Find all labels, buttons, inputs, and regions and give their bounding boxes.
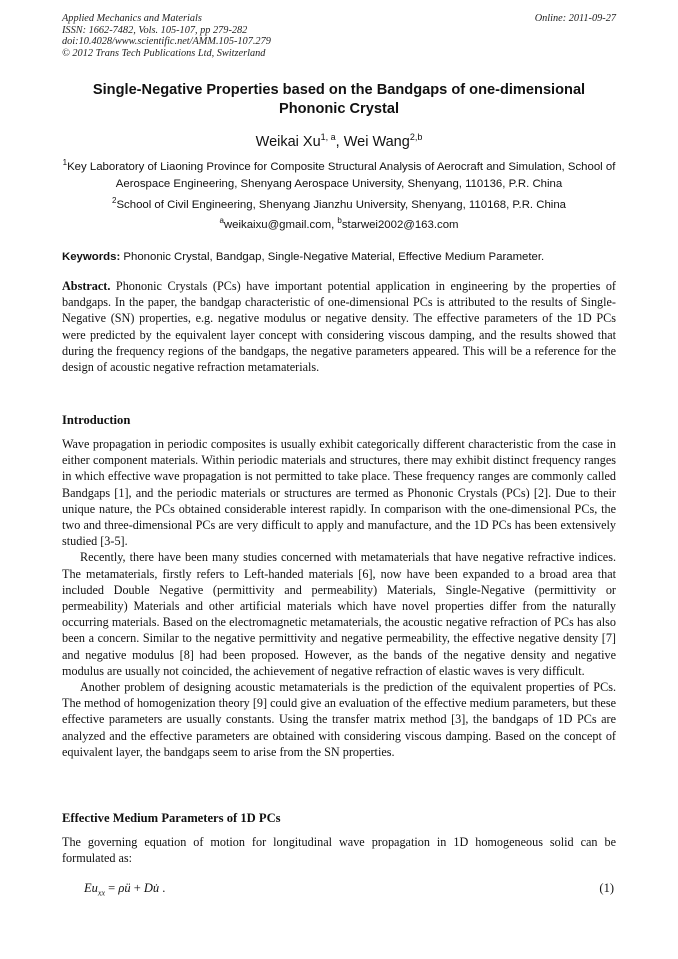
copyright-line: © 2012 Trans Tech Publications Ltd, Switzerland — [62, 47, 266, 59]
abstract-label: Abstract. — [62, 279, 111, 293]
journal-name: Applied Mechanics and Materials — [62, 13, 202, 24]
intro-paragraph-1: Wave propagation in periodic composites is usually exhibit categorically different characteristic from the case in either component materials. Within periodic materials and structures, there may exhibit distinct frequency ranges in which effective wave propagation is not permitted to take place. These frequency ranges are commonly called Bandgaps [1], and the periodic materials or structures are termed as Phononic Crystals (PCs) [2]. Due to their unique nature, the PCs obtained considerable interest rapidly. In comparison with the one-dimensional PCs, the two and three-dimensional PCs are very difficult to apply and manufacture, and the 1D PCs has been extensively studied [3-5]. — [62, 437, 616, 549]
email-a: weikaixu@gmail.com, — [223, 218, 338, 231]
affiliation-1-sup: 1 — [62, 158, 68, 167]
eq-end: . — [159, 881, 166, 895]
online-date: Online: 2011-09-27 — [534, 13, 616, 24]
affiliation-2-sup: 2 — [111, 196, 117, 205]
issn-line: ISSN: 1662-7482, Vols. 105-107, pp 279-282 — [62, 24, 248, 36]
eq-D: D — [143, 881, 153, 895]
author-1: Weikai Xu — [255, 133, 321, 150]
introduction-heading: Introduction — [62, 413, 131, 427]
affiliation-1 — [62, 154, 616, 193]
effective-medium-paragraph: The governing equation of motion for longitudinal wave propagation in 1D homogeneous solid can be formulated as: — [62, 835, 616, 866]
email-b: starwei2002@163.com — [341, 218, 459, 231]
intro-paragraph-3: Another problem of designing acoustic metamaterials is the prediction of the equivalent properties of PCs. The method of homogenization theory [9] could give an evaluation of the effective medium parameters, but these effective parameters are usually constants. Using the transfer matrix method [3], the bandgaps of 1D PCs are analyzed and the effective parameters are obtained with considering viscous damping. Based on the concept of equivalent layer, the bandgaps seem to arise from the SN properties. — [62, 680, 616, 759]
paper-title: Single-Negative Properties based on the Bandgaps of one-dimensional Phononic Crystal — [92, 82, 586, 117]
eq-rho: ρ — [118, 881, 125, 895]
email-line — [62, 212, 616, 234]
eq-plus: + — [130, 881, 144, 895]
keywords-text: Phononic Crystal, Bandgap, Single-Negative Material, Effective Medium Parameter. — [120, 251, 545, 263]
author-2: Wei Wang — [343, 133, 410, 150]
eq-equals: = — [105, 881, 119, 895]
equation-1 — [84, 880, 165, 902]
affiliation-2 — [62, 192, 616, 214]
journal-header — [62, 13, 271, 59]
author-separator: , — [335, 133, 344, 150]
abstract-paragraph — [62, 278, 616, 375]
keywords-label: Keywords: — [62, 251, 121, 263]
email-a-sup: a — [219, 216, 224, 225]
author-2-sup: 2,b — [409, 132, 423, 142]
equation-number: (1) — [599, 881, 614, 895]
eq-udot: u̇ — [152, 881, 160, 895]
affiliation-2-text: School of Civil Engineering, Shenyang Jianzhu University, Shenyang, 110168, P.R. China — [116, 198, 567, 211]
abstract-text: Phononic Crystals (PCs) have important potential application in engineering by the properties of bandgaps. In the paper, the bandgap characteristic of one-dimensional PCs is attributed to the results of Single-Negative (SN) properties, e.g. negative modulus or negative density. The effective parameters of the 1D PCs were predicted by the equivalent layer concept with considering viscous damping, and the results showed that during the frequency regions of the bandgaps, the negative parameters appeared. This will be a reference for the design of acoustic negative refraction metamaterials. — [62, 279, 616, 375]
introduction-body — [62, 436, 616, 760]
intro-paragraph-2: Recently, there have been many studies concerned with metamaterials that have negative refractive indices. The metamaterials, firstly refers to Left-handed materials [6], now have been expanded to a broad area that included Double Negative (permittivity and permeability) Materials, Single-Negative (permittivity or permeability) Materials and other artificial materials which have novel properties differ from the naturally occurring materials. Based on the electromagnetic metamaterials, the acoustic negative refraction of PCs has also been a concern. Similar to the negative permittivity and negative permeability, the effective negative density [7] and negative modulus [8] had been proposed. However, as the bands of the negative density and negative modulus are usually not coincided, the achievement of negative refraction of elastic waves is very difficult. — [62, 550, 616, 678]
author-1-sup: 1, a — [320, 132, 336, 142]
affiliation-1-text: Key Laboratory of Liaoning Province for Composite Structural Analysis of Aerocraft and Simulation, School of Aerospace Engineering, Shenyang Aerospace University, Shenyang, 110136, P.R. China — [67, 160, 616, 190]
keywords-line — [62, 249, 616, 265]
author-line — [62, 128, 616, 151]
eq-uddot: ü — [124, 881, 131, 895]
doi-line: doi:10.4028/www.scientific.net/AMM.105-107.279 — [62, 36, 271, 48]
effective-medium-heading: Effective Medium Parameters of 1D PCs — [62, 811, 281, 825]
eq-lhs-sub: xx — [97, 888, 105, 898]
email-b-sup: b — [337, 216, 342, 225]
eq-lhs: Eu — [84, 881, 98, 895]
